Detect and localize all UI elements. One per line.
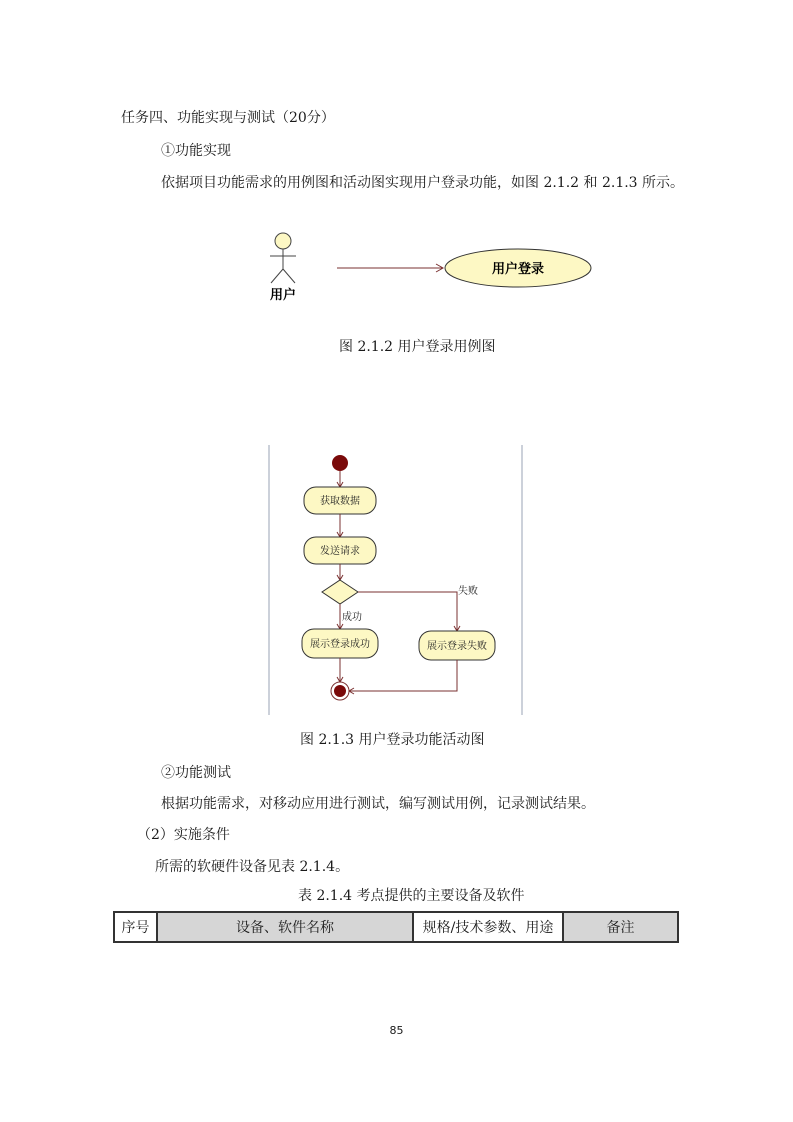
equipment-table xyxy=(113,911,679,943)
actor-figure xyxy=(270,233,296,283)
use-case-label: 用户登录 xyxy=(491,262,545,277)
end-node-inner xyxy=(334,685,346,697)
activity-show-fail-label: 展示登录失败 xyxy=(427,641,487,652)
activity-send-request-label: 发送请求 xyxy=(320,546,360,557)
subsection-title-testing: ②功能测试 xyxy=(161,765,231,781)
figure-caption-213: 图 2.1.3 用户登录功能活动图 xyxy=(300,732,485,748)
conditions-paragraph: 所需的软硬件设备见表 2.1.4。 xyxy=(155,859,350,875)
start-node xyxy=(332,455,348,471)
table-caption: 表 2.1.4 考点提供的主要设备及软件 xyxy=(298,888,525,904)
header-cell-spec: 规格/技术参数、用途 xyxy=(413,912,563,942)
header-cell-remarks: 备注 xyxy=(563,912,678,942)
activity-show-success-label: 展示登录成功 xyxy=(310,639,370,650)
fail-branch-label: 失败 xyxy=(458,586,478,597)
page-number: 85 xyxy=(389,1024,404,1037)
actor-label: 用户 xyxy=(269,288,297,303)
use-case-diagram xyxy=(0,225,793,305)
actor-head xyxy=(275,233,291,249)
implementation-paragraph: 依据项目功能需求的用例图和活动图实现用户登录功能，如图 2.1.2 和 2.1.3 所示。 xyxy=(161,175,685,191)
header-cell-name: 设备、软件名称 xyxy=(157,912,413,942)
success-branch-label: 成功 xyxy=(342,612,362,623)
table-header-row xyxy=(114,912,678,942)
actor-left-leg xyxy=(271,269,283,283)
figure-caption-212: 图 2.1.2 用户登录用例图 xyxy=(339,339,496,355)
actor-right-leg xyxy=(283,269,295,283)
subsection-title-implementation: ①功能实现 xyxy=(161,143,231,159)
activity-get-data-label: 获取数据 xyxy=(320,496,360,507)
header-cell-index: 序号 xyxy=(114,912,157,942)
section-heading: 任务四、功能实现与测试（20分） xyxy=(121,110,335,126)
activity-diagram xyxy=(0,445,793,735)
fail-to-end-line xyxy=(349,660,457,691)
fail-branch-line xyxy=(358,592,457,631)
testing-paragraph: 根据功能需求，对移动应用进行测试，编写测试用例，记录测试结果。 xyxy=(161,796,595,812)
decision-node xyxy=(322,580,358,604)
section-implementation-conditions: （2）实施条件 xyxy=(137,827,230,843)
